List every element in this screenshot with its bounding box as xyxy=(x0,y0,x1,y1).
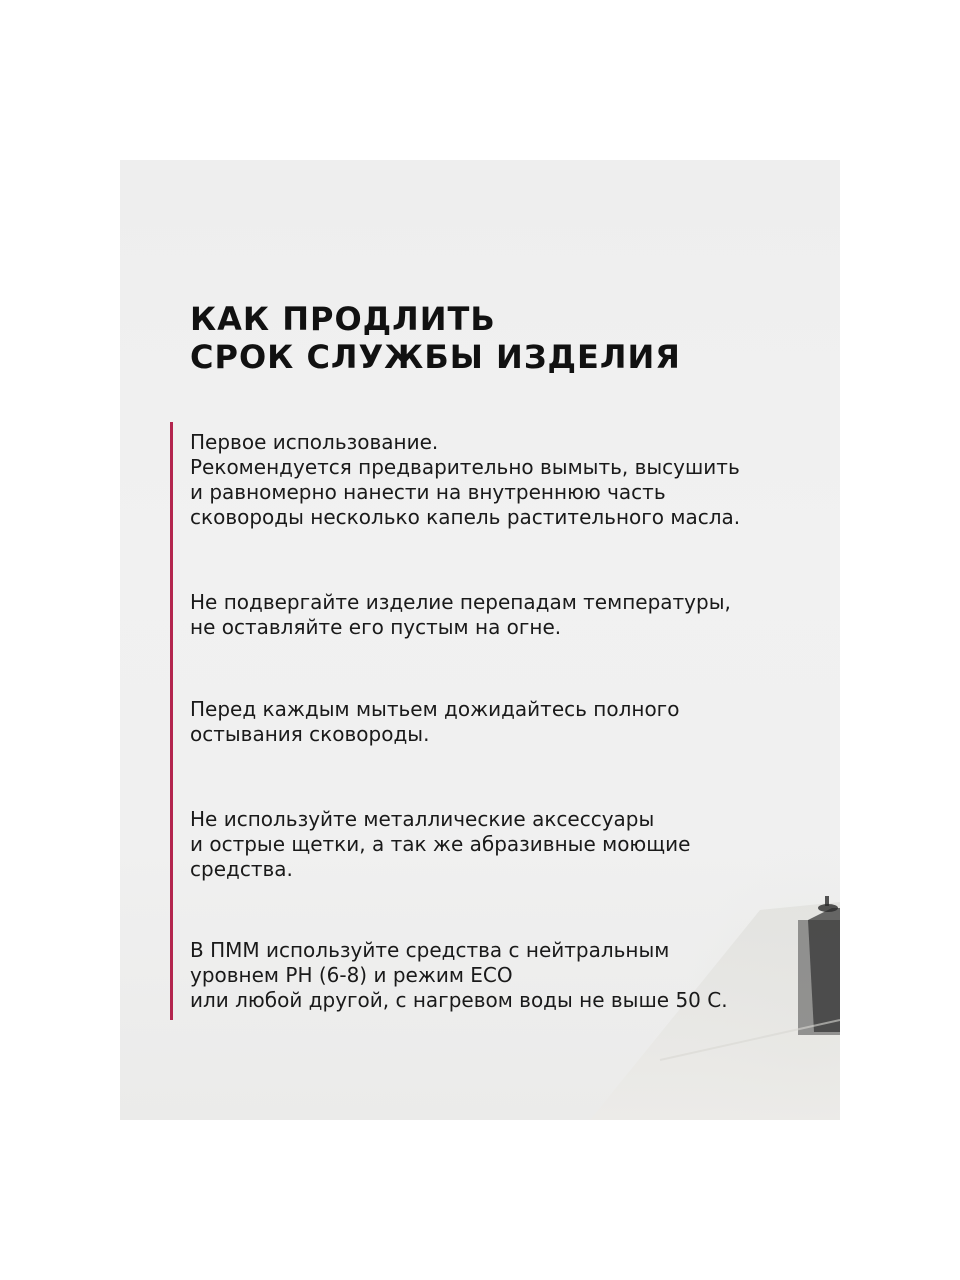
title-line-1: КАК ПРОДЛИТЬ xyxy=(190,300,496,338)
tip-accessories: Не используйте металлические аксессуары и острые щетки, а так же абразивные моющие средства. xyxy=(190,807,691,881)
title-line-2: СРОК СЛУЖБЫ ИЗДЕЛИЯ xyxy=(190,338,681,376)
page-title xyxy=(190,300,681,376)
info-card xyxy=(120,160,840,1120)
tip-first-use: Первое использование. Рекомендуется предварительно вымыть, высушить и равномерно нанести на внутреннюю часть сковороды несколько капель растительного масла. xyxy=(190,430,741,529)
tip-dishwasher: В ПММ используйте средства с нейтральным уровнем PH (6-8) и режим ECO или любой другой, с нагревом воды не выше 50 С. xyxy=(190,938,728,1012)
tip-temperature: Не подвергайте изделие перепадам температуры, не оставляйте его пустым на огне. xyxy=(190,590,731,639)
tip-cooling: Перед каждым мытьем дожидайтесь полного остывания сковороды. xyxy=(190,697,680,746)
accent-divider xyxy=(170,422,173,1020)
